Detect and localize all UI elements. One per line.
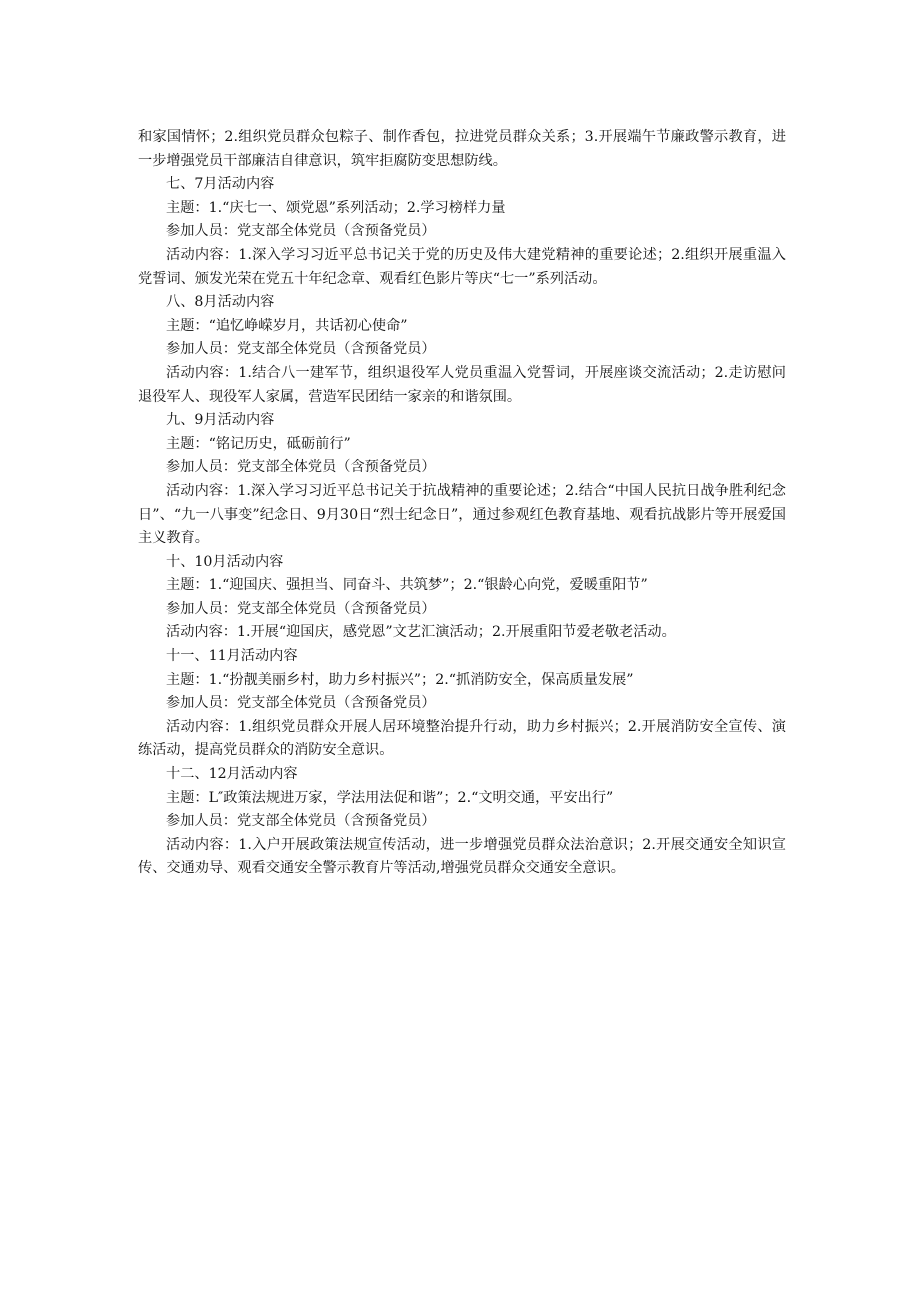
activity-line-october: 活动内容：1.开展“迎国庆，感党恩”文艺汇演活动；2.开展重阳节爱老敬老活动。 xyxy=(166,624,676,641)
participants-line-july: 参加人员：党支部全体党员（含预备党员） xyxy=(166,223,436,240)
theme-line-september: 主题：“铭记历史，砥砺前行” xyxy=(166,435,351,452)
body-paragraph: 和家国情怀；2.组织党员群众包粽子、制作香包，拉进党员群众关系；3.开展端午节廉政警示教育，进一步增强党员干部廉洁自律意识，筑牢拒腐防变思想防线。 xyxy=(138,129,786,169)
theme-line-december: 主题：L″政策法规进万家，学法用法促和谐”；2.“文明交通，平安出行” xyxy=(166,789,614,806)
section-heading-october: 十、10月活动内容 xyxy=(166,553,284,570)
participants-line-september: 参加人员：党支部全体党员（含预备党员） xyxy=(166,459,436,476)
document-page xyxy=(138,126,786,881)
activity-line-september: 活动内容：1.深入学习习近平总书记关于抗战精神的重要论述；2.结合“中国人民抗日战争胜利纪念日”、“九一八事变”纪念日、9月30日“烈士纪念日”，通过参观红色教育基地、观看抗战影片等开展爱国主义教育。 xyxy=(138,482,786,547)
theme-line-october: 主题：1.“迎国庆、强担当、同奋斗、共筑梦”；2.“银龄心向党，爱暖重阳节” xyxy=(166,577,648,594)
section-heading-september: 九、9月活动内容 xyxy=(166,412,275,429)
activity-line-august: 活动内容：1.结合八一建军节，组织退役军人党员重温入党誓词，开展座谈交流活动；2.走访慰问退役军人、现役军人家属，营造军民团结一家亲的和谐氛围。 xyxy=(138,364,786,405)
theme-line-july: 主题：1.“庆七一、颂党恩”系列活动；2.学习榜样力量 xyxy=(166,199,506,216)
activity-line-december: 活动内容：1.入户开展政策法规宣传活动，进一步增强党员群众法治意识；2.开展交通安全知识宣传、交通劝导、观看交通安全警示教育片等活动,增强党员群众交通安全意识。 xyxy=(138,836,786,877)
participants-line-november: 参加人员：党支部全体党员（含预备党员） xyxy=(166,695,436,712)
section-heading-november: 十一、11月活动内容 xyxy=(166,648,298,665)
theme-line-november: 主题：1.“扮靓美丽乡村，助力乡村振兴”；2.“抓消防安全，保高质量发展” xyxy=(166,671,634,688)
section-heading-july: 七、7月活动内容 xyxy=(166,176,275,193)
theme-line-august: 主题：“追忆峥嵘岁月，共话初心使命” xyxy=(166,317,408,334)
participants-line-december: 参加人员：党支部全体党员（含预备党员） xyxy=(166,813,436,830)
participants-line-august: 参加人员：党支部全体党员（含预备党员） xyxy=(166,341,436,358)
activity-line-november: 活动内容：1.组织党员群众开展人居环境整治提升行动，助力乡村振兴；2.开展消防安全宣传、演练活动，提高党员群众的消防安全意识。 xyxy=(138,718,786,759)
section-heading-december: 十二、12月活动内容 xyxy=(166,766,298,783)
participants-line-october: 参加人员：党支部全体党员（含预备党员） xyxy=(166,600,436,617)
section-heading-august: 八、8月活动内容 xyxy=(166,294,275,311)
activity-line-july: 活动内容：1.深入学习习近平总书记关于党的历史及伟大建党精神的重要论述；2.组织开展重温入党誓词、颁发光荣在党五十年纪念章、观看红色影片等庆“七一”系列活动。 xyxy=(138,246,786,287)
